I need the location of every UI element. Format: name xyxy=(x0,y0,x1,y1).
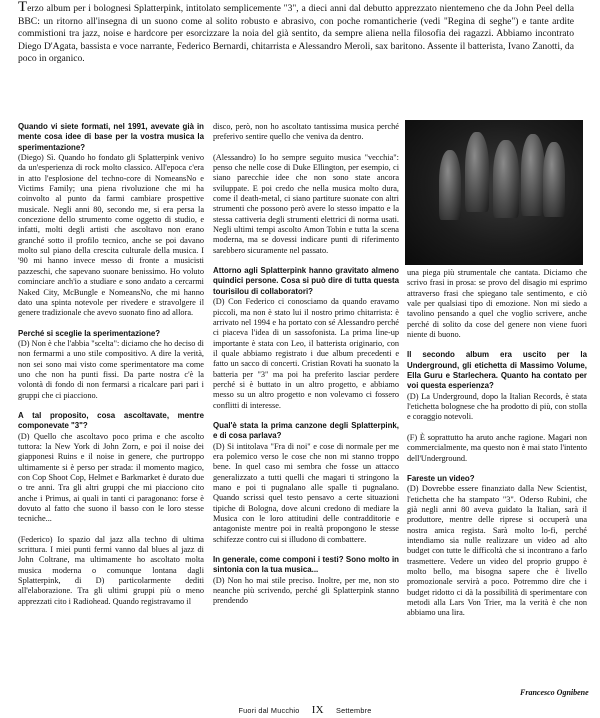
footer-month: Settembre xyxy=(336,706,372,715)
question: Fareste un video? xyxy=(407,473,475,483)
column-2 xyxy=(213,122,399,617)
qa-block xyxy=(213,421,399,545)
band-member-silhouette xyxy=(465,132,489,212)
answer: (D) Con Federico ci conosciamo da quando eravamo piccoli, ma non è stato lui il nostro primo chitarrista: è arrivato nel 1994 e ha portato con sé Alessandro perché ci piaceva l'idea di un sassofonista. La prima line-up importante è stata con Leo, il batterista originario, con il quale abbiamo registrato i due album precedenti e fatto un sacco di concerti. Cristian Rovati ha suonato la batteria per "3" ma poi ha preferito lasciar perdere perché si è buttato in un altro progetto, e abbiamo messo su un altro progetto e non volevamo ci fossero conflitti di interesse. xyxy=(213,297,399,410)
page-footer xyxy=(210,704,400,716)
question: A tal proposito, cosa ascoltavate, mentre componevate "3"? xyxy=(18,410,204,431)
qa-block xyxy=(407,350,587,422)
answer: (D) Dovrebbe essere finanziato dalla New Scientist, l'etichetta che ha stampato "3". Oderso Rubini, che già negli anni 80 aveva guidato la Italian, sarà il produttore, mentre delle riprese si occuperà una nostra amica regista. Sarà molto lo-fi, perché intendiamo sia nulle realizzare un video ad alto budget con tutte le difficoltà che si incontrano a farlo trasmettere. Vedere un video del proprio gruppo è molto bello, ma bisogna sapere che è livello promozionale servirà a poco. Potremmo dire che i budget ridotto ci dà la possibilità di sperimentare con metodi alla Lars Von Trier, ma la verità è che non abbiamo una lira. xyxy=(407,484,587,618)
question: Qual'è stata la prima canzone degli Splatterpink, e di cosa parlava? xyxy=(213,420,399,441)
footer-magazine-name: Fuori dal Mucchio xyxy=(238,706,300,715)
answer: (Federico) Io spazio dal jazz alla techno di ultima scrittura. I miei punti fermi vanno dal blues al jazz di John Coltrane, ma ultimamente ho ascoltato molta musica moderna o comunque lontana dagli Splatterpink, di D) particolarmente dediti all'elaborazione. Tra gli ultimi gruppi più o meno apprezzati cito i Radiohead. Quando registravamo il xyxy=(18,534,204,606)
qa-block xyxy=(18,122,204,319)
question: Attorno agli Splatterpink hanno gravitato almeno quindici persone. Cosa si può dire di tutta questa tourisilou di collaboratori? xyxy=(213,266,399,296)
answer: (D) Non è che l'abbia "scelta": diciamo che ho deciso di non fermarmi a uno stile compositivo. A dire la verità, non sei sono mai visto come sperimentatore ma come uno che non ha punti fissi. Da parte nostra c'è la volontà di fondo di non fermarsi a ricalcare pari pari i gruppi che ci piacciono. xyxy=(18,338,204,400)
band-member-silhouette xyxy=(439,150,461,220)
author-signature: Francesco Ognibene xyxy=(520,688,589,697)
qa-block xyxy=(407,474,587,619)
qa-block xyxy=(213,266,399,411)
answer: (D) Si intitolava "Fra di noi" e cose di normale per me era polemico verso le cose che non mi stanno troppo bene. In quel caso mi sembra che fosse un attacco generalizzato a tutti quelli che magari ti stringono la mano e poi ti pugnalano alle spalle ti pugnalano. Quando scrissi quel testo pensavo a certe situazioni tipiche di Bologna, dove alcuni credono di mediare la Musica con le loro attitudini delle contradditorie e antagoniste mentre poi in realtà propongono le stesse schifezze contro cui si illudono di combattere. xyxy=(213,441,399,544)
question: In generale, come componi i testi? Sono molto in sintonia con la tua musica... xyxy=(213,555,399,575)
intro-paragraph xyxy=(18,2,574,66)
band-member-silhouette xyxy=(521,134,545,216)
answer: (D) Quello che ascoltavo poco prima e che ascolto tuttora: la New York di John Zorn, e poi il noise dei giapponesi Ruins e il noise in genere, che purtroppo ultimamente si è perso per strada: il momento magico, con Cop Shoot Cop, Helmet e Barkmarket è durato due o tre anni. Tra gli altri gruppi che mi piacciono cito anche i Primus, ai quali in tanti ci paragonano: forse è dovuto al fatto che suono il basso con le loro stesse tecniche... xyxy=(18,431,204,524)
answer: (D) La Underground, dopo la Italian Records, è stata l'etichetta bolognese che ha prodotto di più, con stolla e coraggio notevoli. xyxy=(407,391,587,422)
question: Perché si sceglie la sperimentazione? xyxy=(18,328,161,338)
qa-block xyxy=(18,329,204,401)
answer: (Diego) Sì. Quando ho fondato gli Splatterpink venivo da un'esperienza di rock molto classico. All'epoca c'era in atto l'esplosione del techno-core di NomeansNo e Victims Family; una piena rivoluzione che mi ha coinvolto al punto da farmi cambiare prospettive musicale. Negli anni 80, secondo me, si era persa la concezione dello strumento come oggetto di studio, e infatti, molti degli artisti che ascoltavo non erano granché sotto il profilo tecnico, anche se poi davano molto sul piano della crescita culturale della musica. I '90 mi hanno invece messo di fronte a musicisti pazzeschi, che sapevano suonare benissimo. Ho voluto cominciare anch'io a studiare e sono andato a cercarmi Naked City, McBungle e NomeansNo, che mi hanno dato una spinta notevole per rivedere e stravolgere il genere tradizionale che avevo suonato fino ad allora. xyxy=(18,153,204,318)
qa-block xyxy=(213,555,399,607)
band-photo xyxy=(405,120,583,265)
page-number: IX xyxy=(311,704,324,716)
qa-block xyxy=(18,411,204,525)
band-member-silhouette xyxy=(543,142,565,217)
answer: (Alessandro) Io ho sempre seguito musica "vecchia": penso che nelle cose di Duke Ellington, per esempio, ci siano parecchie idee che non sono state ancora sviluppate. E poi credo che nella musica molto dura, come il death-metal, ci siano partiture suonate con altri strumenti che possono però avere lo stesso impatto e la stessa cattiveria degli strumenti elettrici di norma usati. Negli ultimi tempi ascolto Amon Tobin e tutta la scena moderna, ma se dovessi indicare punti di riferimento sarebbero sicuramente nel passato. xyxy=(213,152,399,255)
question: Il secondo album era uscito per la Underground, gli etichetta di Massimo Volume, Ella Guru e Starlechera. Quanto ha contato per voi questa esperienza? xyxy=(407,350,587,391)
column-3 xyxy=(407,268,587,629)
intro-dropcap: T xyxy=(18,0,28,15)
answer: disco, però, non ho ascoltato tantissima musica perché preferivo sentire quello che veniva da dentro. xyxy=(213,122,399,142)
qa-block xyxy=(18,535,204,607)
answer: una piega più strumentale che cantata. Diciamo che scrivo frasi in prosa: se provo del disagio mi esprimo attraverso frasi che spiegano tale sentimento, e ciò vale per qualsiasi tipo di emozione. Non mi siedo a tavolino pensando a quel che voglio scrivere, anche perché di solito da cose del genere non viene fuori niente di buono. xyxy=(407,268,587,340)
intro-text: erzo album per i bolognesi Splatterpink, intitolato semplicemente "3", a dieci anni dal debutto apprezzato nientemeno che da John Peel della BBC: un ritorno all'insegna di un suono come al solito robusto e abrasivo, con poche romanticherie (vedi "Regina di seghe") e tante ardite commistioni tra jazz, noise e hardcore per esorcizzare la noia del già sentito, da sempre aliena nella filosofia dei ragazzi. Abbiamo incontrato Diego D'Agata, bassista e voce narrante, Federico Bernardi, chitarrista e Alessandro Meroli, sax baritono. Assente il batterista, Ivano Zanotti, da poco in organico. xyxy=(18,3,574,65)
question: Quando vi siete formati, nel 1991, avevate già in mente cosa idee di base per la vostra musica la sperimentazione? xyxy=(18,122,204,152)
answer: (D) Non ho mai stile preciso. Inoltre, per me, non sto neanche più scrivendo, perché gli Splatterpink stanno prendendo xyxy=(213,575,399,606)
answer: (F) È soprattutto ha aruto anche ragione. Magari non commercialmente, ma questo non è mai stato l'intento dell'Underground. xyxy=(407,432,587,463)
band-member-silhouette xyxy=(493,140,519,218)
column-1 xyxy=(18,122,204,617)
